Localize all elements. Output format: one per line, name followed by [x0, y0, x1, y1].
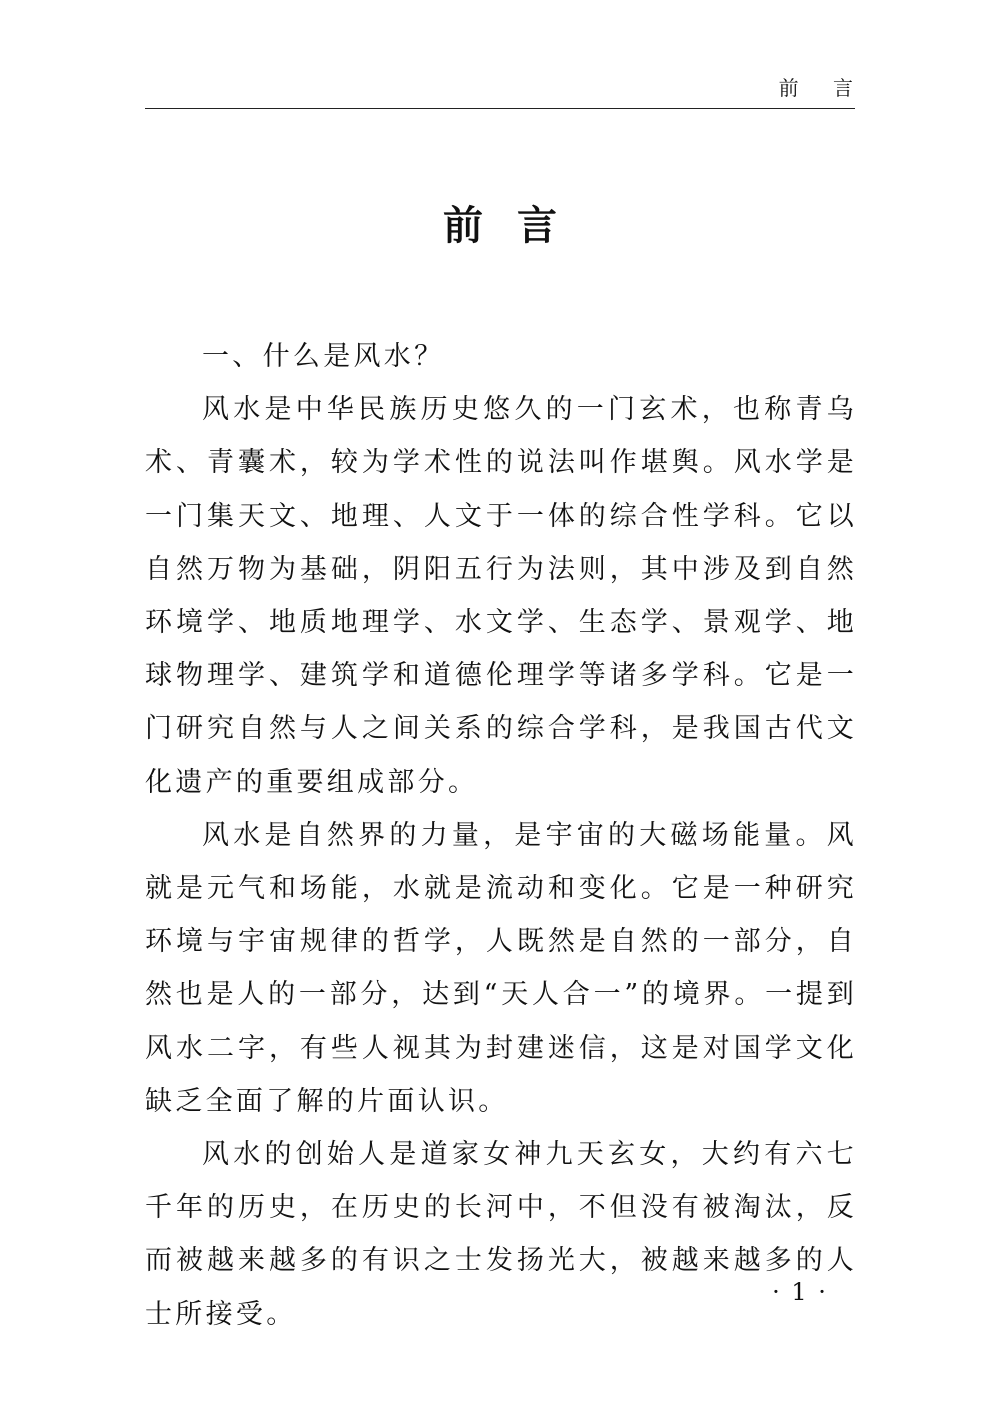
page-title: 前言 — [443, 202, 591, 249]
paragraph-1: 风水是中华民族历史悠久的一门玄术，也称青乌术、青囊术，较为学术性的说法叫作堪舆。风水学是一门集天文、地理、人文于一体的综合性学科。它以自然万物为基础，阴阳五行为法则，其中涉及到自然环境学、地质地理学、水文学、生态学、景观学、地球物理学、建筑学和道德伦理学等诸多学科。它是一门研究自然与人之间关系的综合学科，是我国古代文化遗产的重要组成部分。 — [145, 394, 857, 798]
running-header — [145, 66, 867, 109]
page-number: · 1 · — [772, 1278, 828, 1306]
body-text — [145, 330, 857, 1341]
section-heading: 一、什么是风水？ — [202, 341, 445, 372]
running-header-title: 前 言 — [778, 76, 867, 100]
paragraph-3: 风水的创始人是道家女神九天玄女，大约有六七千年的历史，在历史的长河中，不但没有被淘汰，反而被越来越多的有识之士发扬光大，被越来越多的人士所接受。 — [145, 1139, 857, 1330]
paragraph-2: 风水是自然界的力量，是宇宙的大磁场能量。风就是元气和场能，水就是流动和变化。它是一种研究环境与宇宙规律的哲学，人既然是自然的一部分，自然也是人的一部分，达到“天人合一”的境界。一提到风水二字，有些人视其为封建迷信，这是对国学文化缺乏全面了解的片面认识。 — [145, 819, 857, 1117]
